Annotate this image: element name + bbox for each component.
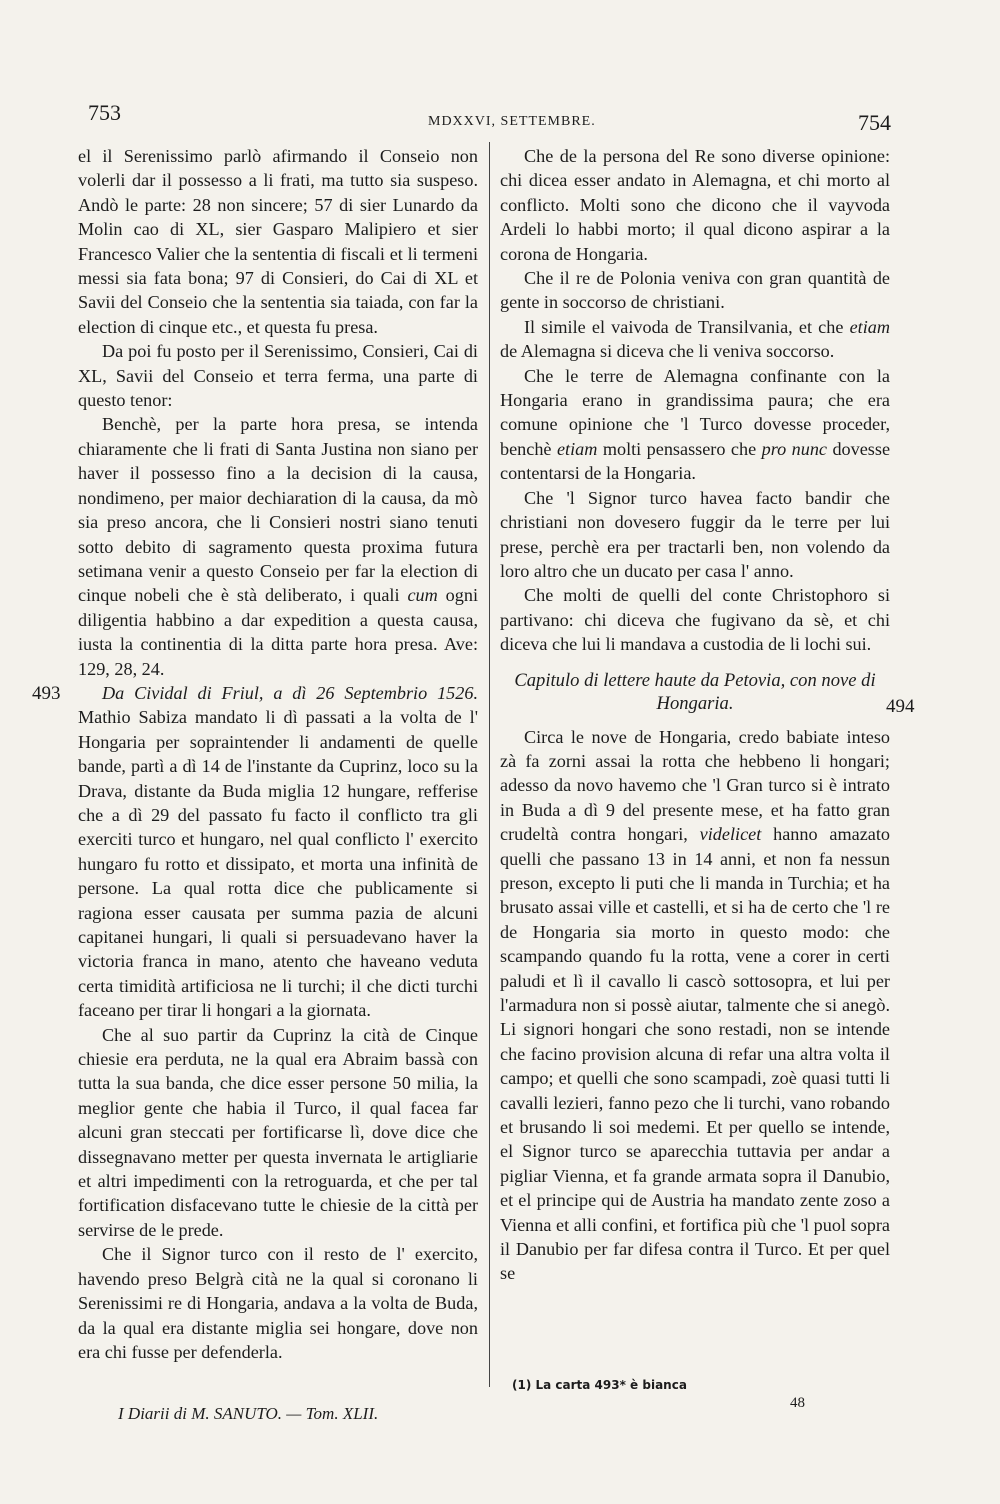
margin-number-right: 494	[886, 696, 915, 717]
footnote: (1) La carta 493* è bianca	[512, 1378, 687, 1392]
paragraph	[78, 412, 478, 680]
latin-term: etiam	[556, 438, 598, 459]
text-run: Mathio Sabiza mandato li dì passati a la volta de l' Hongaria per sopraintender li andamenti de quelle bande, partì a dì 14 de l'instante da Cuprinz, loco su la Drava, distante da Buda miglia 12 hungare, refferise che a dì 29 del passato fu facto il conflicto tra gli exerciti turco et hungaro, nel qual conflicto l' exercito hungaro fu rotto et dissipato, et morta una infinità de persone. La qual rotta dice che publicamente si ragiona esser causata per summa pazia de alcuni capitanei hungari, li quali si persuadevano haver la victoria franca in mano, atento che haveano veduta certa timidità artificiosa ne li turchi; il che dicti turchi faceano per tirar li hongari a la giornata.	[78, 707, 478, 1021]
paragraph	[500, 364, 890, 486]
latin-term: pro nunc	[761, 438, 827, 459]
latin-term: cum	[407, 585, 438, 606]
text-run: de Alemagna si diceva che li veniva soccorso.	[500, 341, 835, 362]
margin-number-left: 493	[32, 683, 61, 704]
paragraph: Che il Signor turco con il resto de l' exercito, havendo preso Belgrà cità ne la qual si coronano li Serenissimi re di Hongaria, andava a la volta de Buda, da la qual era distante miglia sei hongare, dove non era chi fusse per defenderla.	[78, 1244, 478, 1362]
running-head: MDXXVI, SETTEMBRE.	[428, 114, 596, 129]
left-column	[78, 144, 478, 1364]
text-run: Benchè, per la parte hora presa, se intenda chiaramente che li frati di Santa Justina non siano per haver il possesso fino a la decision di la causa, nondimeno, per maior dechiaration di la causa, da mò sia preso ancora, che li Consieri nostri siano tenuti sotto debito di sagramento questa proxima futura setimana venir a questo Conseio per far la election di cinque nobeli che è stà deliberato, i quali	[78, 414, 478, 606]
dated-entry	[78, 681, 478, 1023]
right-column	[500, 144, 890, 1286]
sheet-number: 48	[790, 1395, 805, 1411]
paragraph: Che de la persona del Re sono diverse opinione: chi dicea esser andato in Alemagna, et chi morto al conflicto. Molti sono che dicono che il vayvoda Ardeli lo habbi morto; il qual dicono aspirar a la corona de Hongaria.	[500, 146, 890, 264]
paragraph: Che il re de Polonia veniva con gran quantità de gente in soccorso de christiani.	[500, 268, 890, 313]
paragraph: el il Serenissimo parlò afirmando il Conseio non volerli dar il possesso a li frati, ma tutto sia suspeso. Andò le parte: 28 non sincere; 57 di sier Lunardo da Molin cao di XL, sier Gasparo Malipiero et sier Francesco Valier che la sententia di fiscali et li termeni messi sia fata bona; 97 di Consieri, do Cai di XL et Savii del Conseio che la sententia sia taiada, con far la election di cinque etc., et questa fu presa.	[78, 146, 478, 337]
text-run: ogni diligentia habbino a dar expedition a questa causa, iusta la continentia di la ditta parte hora presa. Ave: 129, 28, 24.	[78, 585, 479, 679]
column-divider	[489, 142, 490, 1387]
paragraph	[500, 725, 890, 1286]
text-run: Circa le nove de Hongaria, credo babiate inteso zà fa zorni assai la rotta che hebbeno li hongari; adesso da novo havemo che 'l Gran turco si è intrato in Buda a dì 9 del presente mese, et ha fatto gran crudeltà contra hongari,	[500, 726, 890, 845]
text-run: Il simile el vaivoda de Transilvania, et che	[524, 316, 844, 337]
text-run: Che le terre de Alemagna confinante con la Hongaria erano in grandissima paura; che era comune opinione che 'l Turco dovesse proceder, benchè	[500, 365, 890, 459]
paragraph	[500, 315, 890, 364]
text-run: hanno amazato quelli che passano 13 in 14 anni, et non fa nessun preson, excepto li puti che li manda in Turchia; et ha brusato assai ville et castelli, et si ha de certo che 'l re de Hongaria sia morto in questo modo: che scampando quando fu la rotta, vene a corer in certi paludi et lì il cavallo li cascò sottosopra, et lui per l'armadura non si possè aiutar, talmente che si anegò. Li signori hongari che sono restadi, non se intende che facino provision alcuna di refar una altra volta il campo; et quelli che sono scampadi, zoè quasi tutti li cavalli lezieri, fanno pezo che li turchi, vano robando et brusando li soi medemi. Et per quello se intende, el Signor turco se aparecchia tuttavia per andar a pigliar Vienna, et fa grande armata sopra il Danubio, et el principe qui de Austria ha mandato zente zoso a Vienna et alli confini, et fortifica più che 'l puol sopra il Danubio per far difesa contra il Turco. Et per quel se	[500, 824, 891, 1284]
text-run: dovesse contentarsi de la Hongaria.	[500, 438, 891, 484]
paragraph: Che al suo partir da Cuprinz la cità de Cinque chiesie era perduta, ne la qual era Abraim bassà con tutta la sua banda, che dice esser persone 50 milia, la meglior gente che habia il Turco, il qual facea far alcuni gran steccati per fortificarse lì, dove dice che dissegnavano metter per questa invernata le artigliarie et altri impedimenti con la retroguarda, et che per tal fortification disfacevano tutte le chiesie de la città per servirse de le prede.	[78, 1024, 478, 1240]
latin-term: etiam	[849, 316, 891, 337]
printer-signature: I Diarii di M. SANUTO. — Tom. XLII.	[118, 1404, 379, 1423]
page-number-right: 754	[858, 110, 891, 135]
paragraph: Che 'l Signor turco havea facto bandir che christiani non dovesero fuggir da le terre per lui prese, perchè era per tractarli ben, non volendo da loro altro che un ducato per casa l' anno.	[500, 487, 890, 581]
paragraph: Che molti de quelli del conte Christophoro si partivano: chi diceva che fugivano da sè, et chi diceva che lui li mandava a custodia de li lochi sui.	[500, 585, 890, 655]
section-heading: Capitulo di lettere haute da Petovia, con nove di Hongaria.	[514, 669, 876, 714]
latin-term: videlicet	[699, 824, 762, 845]
paragraph: Da poi fu posto per il Serenissimo, Consieri, Cai di XL, Savii del Conseio et terra ferma, una parte di questo tenor:	[78, 341, 478, 411]
page-number-left: 753	[88, 100, 121, 125]
entry-heading: Da Cividal di Friul, a dì 26 Septembrio 1526.	[102, 682, 478, 703]
text-run: molti pensassero che	[602, 438, 757, 459]
